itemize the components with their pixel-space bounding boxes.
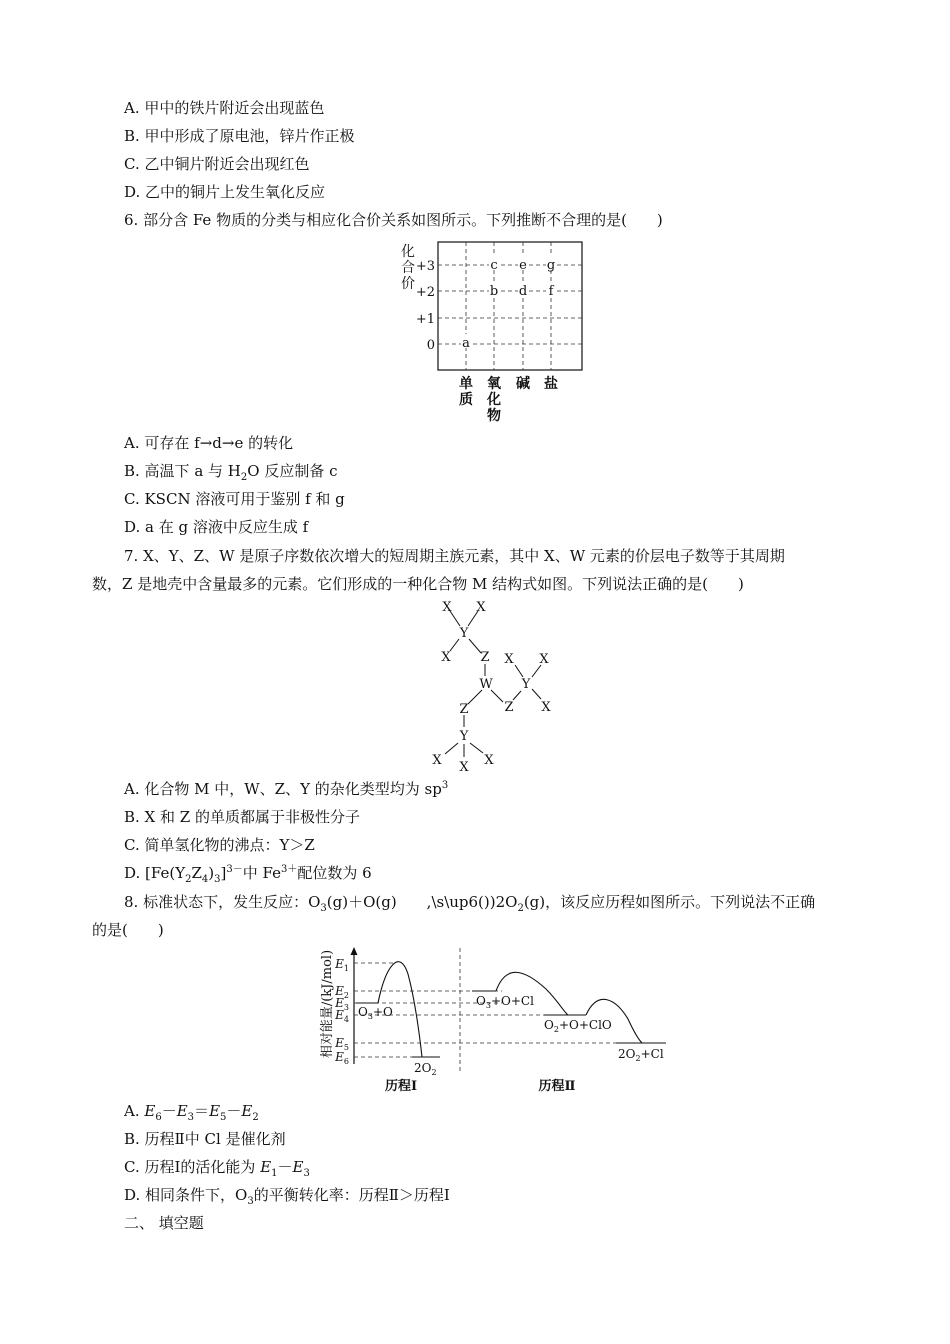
q5-option-d: D. 乙中的铜片上发生氧化反应: [124, 183, 326, 201]
atom-x: X: [504, 652, 514, 667]
point-d: d: [518, 284, 528, 299]
q8-option-d: D. 相同条件下，$O_3$的平衡转化率：历程Ⅱ＞历程Ⅰ: [124, 1186, 450, 1207]
q7-option-b: B. X 和 Z 的单质都属于非极性分子: [124, 808, 360, 826]
species-o2-o-clo: $O_2+O+ClO$: [544, 1018, 612, 1034]
q6-option-b: B. 高温下 a 与 $H_2O$ 反应制备 c: [124, 462, 338, 483]
q6-option-a: A. 可存在 f→d→e 的转化: [124, 434, 294, 452]
q8-stem-line2: 的是( ): [92, 921, 164, 939]
atom-y: Y: [459, 729, 469, 744]
chart-ylabel-3: 价: [401, 276, 415, 292]
fe-valence-chart: [390, 236, 600, 431]
q7-stem-line1: 7. X、Y、Z、W 是原子序数依次增大的短周期主族元素，其中 X、W 元素的价层电子数等于其周期: [124, 547, 785, 565]
q8-stem-line1: 8. 标准状态下，发生反应：$O_3(g)+O(g)$ $,\backslash s\backslash up6())2O_2(g)$，该反应历程如图所示。下列说法不正确: [124, 893, 816, 914]
atom-y: Y: [459, 626, 469, 641]
chart-ylabel-2: 合: [401, 260, 415, 276]
q7-option-a: A. 化合物 M 中，W、Z、Y 的杂化类型均为 $sp^3$: [124, 780, 449, 798]
chart-ylabel-1: 化: [401, 244, 415, 260]
atom-x: X: [541, 700, 551, 715]
path-label-1: 历程Ⅰ: [384, 1079, 418, 1094]
atom-y: Y: [521, 677, 531, 692]
atom-x: X: [539, 652, 549, 667]
svg-text:E4: $E_4$: [335, 1008, 349, 1024]
point-a: a: [462, 336, 470, 351]
svg-text:E1: $E_1$: [335, 957, 349, 973]
y-tick-plus3: +3: [415, 259, 435, 274]
arrow-icon: →: [221, 434, 235, 452]
x-cat-oxide-2: 化: [487, 392, 501, 408]
arrow-icon: →: [199, 434, 213, 452]
svg-text:E3: $E_3$: [335, 996, 349, 1012]
atom-w: W: [479, 677, 493, 692]
y-tick-plus2: +2: [415, 285, 435, 300]
x-cat-element-2: 质: [459, 392, 473, 408]
species-2o2-cl: $2O_2+Cl$: [618, 1047, 664, 1063]
q8-option-c: C. 历程Ⅰ的活化能为 $E_1-E_3$: [124, 1158, 310, 1179]
atom-z: Z: [459, 702, 469, 717]
q7-stem-line2: 数，Z 是地壳中含量最多的元素。它们形成的一种化合物 M 结构式如图。下列说法正确的是( ): [92, 575, 744, 593]
energy-profile-chart: [316, 944, 676, 1094]
chart-frame: [438, 242, 582, 370]
x-cat-oxide-3: 物: [487, 408, 501, 424]
species-o3-o: $O_3+O$: [358, 1005, 393, 1021]
species-o3-o-cl: $O_3+O+Cl$: [476, 994, 534, 1010]
atom-x: X: [484, 753, 494, 768]
atom-x: X: [441, 650, 451, 665]
compound-m-structure: [425, 597, 560, 775]
species-2o2: $2O_2$: [414, 1061, 437, 1077]
y-axis-arrow-icon: [351, 947, 358, 955]
point-g: g: [546, 258, 556, 273]
q5-option-a: A. 甲中的铁片附近会出现蓝色: [124, 99, 325, 117]
svg-text:E6: $E_6$: [335, 1050, 349, 1066]
energy-ylabel: 相对能量/(kJ/mol): [320, 949, 335, 1059]
x-cat-base: 碱: [516, 376, 530, 392]
q7-option-d: D. $[Fe(Y_2Z_4)_3]^{3-}$中 $Fe^{3+}$配位数为 6: [124, 864, 372, 885]
q8-option-b: B. 历程Ⅱ中 Cl 是催化剂: [124, 1130, 286, 1148]
q6-option-d: D. a 在 g 溶液中反应生成 f: [124, 518, 309, 536]
y-tick-0: 0: [426, 338, 435, 353]
q5-option-b: B. 甲中形成了原电池，锌片作正极: [124, 127, 355, 145]
point-e: e: [519, 258, 527, 273]
atom-z: Z: [504, 700, 514, 715]
x-cat-oxide-1: 氧: [487, 376, 501, 392]
q5-option-c: C. 乙中铜片附近会出现红色: [124, 155, 310, 173]
svg-text:E5: $E_5$: [335, 1036, 349, 1052]
x-cat-element-1: 单: [459, 376, 473, 392]
atom-x: X: [459, 760, 469, 775]
point-c: c: [490, 258, 498, 273]
section-heading-fill-in: 二、 填空题: [124, 1214, 204, 1232]
atom-x: X: [476, 600, 486, 615]
q6-stem: 6. 部分含 Fe 物质的分类与相应化合价关系如图所示。下列推断不合理的是( ): [124, 211, 663, 229]
q8-option-a: A. $E_6-E_3=E_5-E_2$: [124, 1102, 259, 1123]
y-tick-plus1: +1: [415, 312, 435, 327]
point-b: b: [489, 284, 499, 299]
atom-x: X: [442, 600, 452, 615]
svg-text:E2: $E_2$: [335, 984, 349, 1000]
atom-x: X: [432, 753, 442, 768]
x-cat-salt: 盐: [544, 376, 558, 392]
path-label-2: 历程Ⅱ: [538, 1079, 576, 1094]
atom-z: Z: [480, 650, 490, 665]
q6-option-c: C. KSCN 溶液可用于鉴别 f 和 g: [124, 490, 345, 508]
point-f: f: [548, 284, 554, 299]
q7-option-c: C. 简单氢化物的沸点：Y＞Z: [124, 836, 315, 854]
